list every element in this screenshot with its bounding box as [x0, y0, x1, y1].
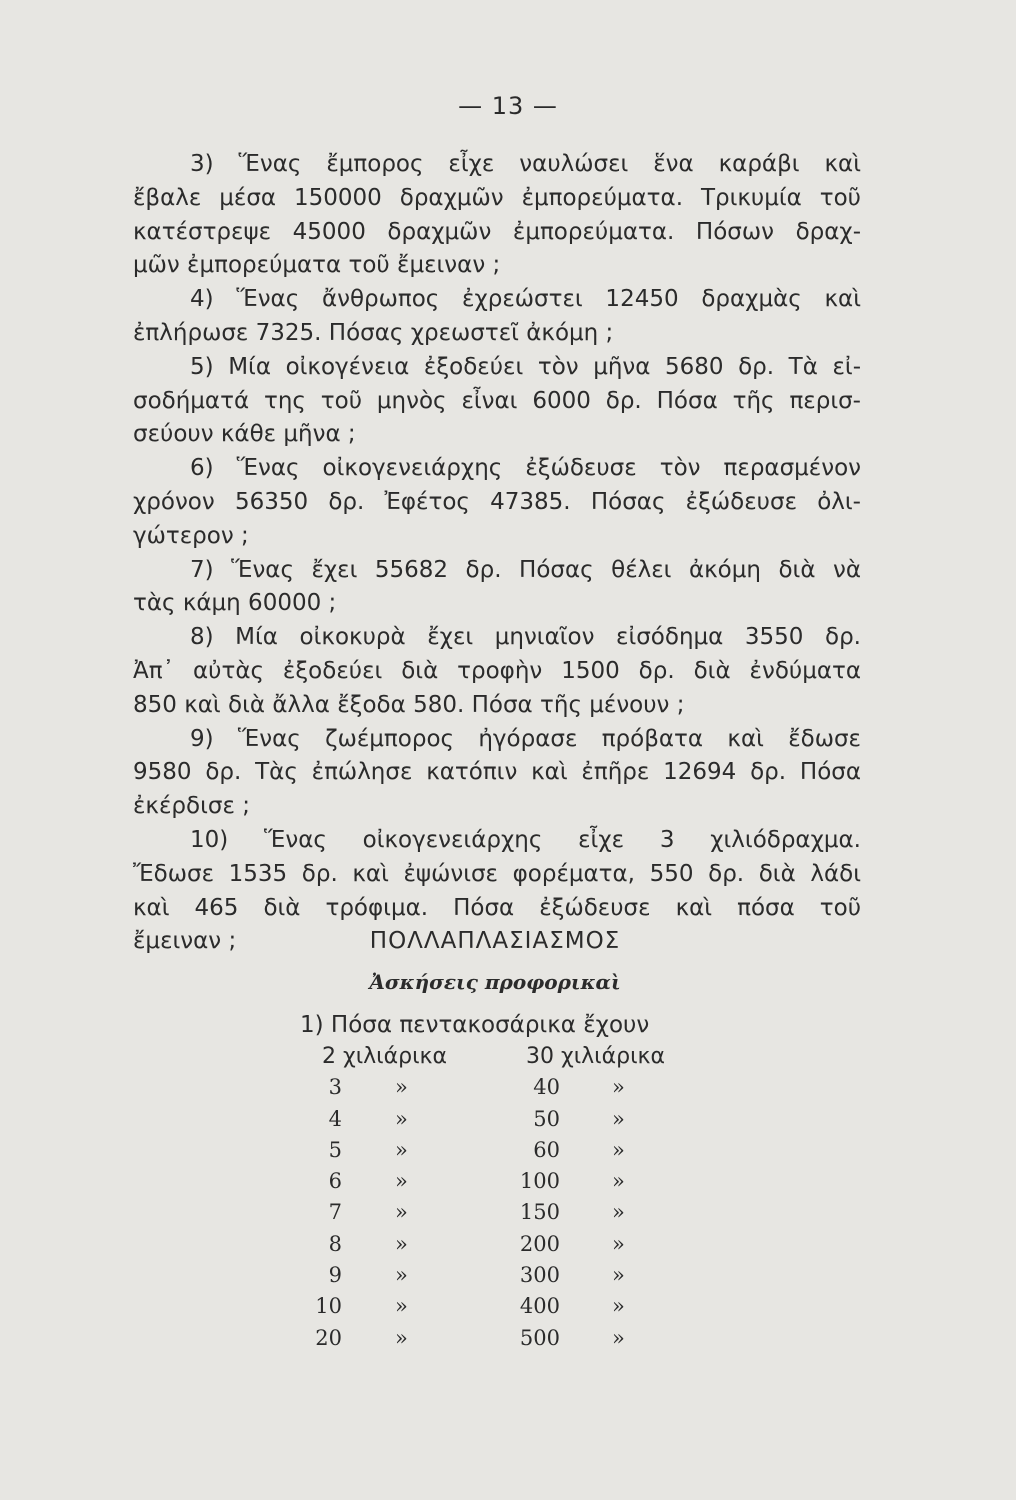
table-row	[300, 1326, 720, 1357]
row-value-right: 40	[533, 1075, 560, 1100]
text-line: καὶ 465 διὰ τρόφιμα. Πόσα ἐξώδευσε καὶ πόσα τοῦ	[133, 894, 861, 921]
row-value-left: 6	[328, 1169, 342, 1194]
text-line: Ἀπ᾽ αὐτὰς ἐξοδεύει διὰ τροφὴν 1500 δρ. διὰ ἐνδύματα	[133, 657, 861, 684]
text-line: 4) Ἕνας ἄνθρωπος ἐχρεώστει 12450 δραχμὰς καὶ	[190, 286, 861, 313]
row-value-left: 5	[328, 1137, 342, 1162]
text-line: ἐκέρδισε ;	[133, 793, 250, 820]
row-value-right: 150	[519, 1200, 560, 1225]
section-title: ΠΟΛΛΑΠΛΑΣΙΑΣΜΟΣ	[369, 928, 621, 954]
row-value-right: 100	[519, 1169, 560, 1194]
text-line: σεύουν κάθε μῆνα ;	[133, 421, 356, 448]
page-number: — 13 —	[458, 92, 558, 120]
text-line: 850 καὶ διὰ ἄλλα ἔξοδα 580. Πόσα τῆς μένουν ;	[133, 691, 685, 718]
header-left: 2 χιλιάρικα	[322, 1044, 447, 1069]
text-line: ἔμειναν ;	[133, 928, 237, 955]
ditto-mark: »	[612, 1294, 625, 1319]
text-line: 9) Ἕνας ζωέμπορος ἠγόρασε πρόβατα καὶ ἔδωσε	[190, 725, 861, 752]
exercise-text	[133, 148, 861, 959]
exercise-question: 1) Πόσα πεντακοσάρικα ἔχουν	[300, 1012, 650, 1038]
ditto-mark: »	[395, 1231, 408, 1256]
ditto-mark: »	[612, 1106, 625, 1131]
text-line: ἔβαλε μέσα 150000 δραχμῶν ἐμπορεύματα. Τρικυμία τοῦ	[133, 184, 861, 211]
row-value-left: 4	[328, 1106, 342, 1131]
header-right: 30 χιλιάρικα	[526, 1044, 665, 1069]
table-row	[300, 1075, 720, 1106]
row-value-left: 10	[315, 1294, 342, 1319]
text-line: 10) Ἕνας οἰκογενειάρχης εἶχε 3 χιλιόδραχμα.	[190, 826, 861, 853]
ditto-mark: »	[612, 1325, 625, 1350]
row-value-right: 300	[519, 1263, 560, 1288]
paragraph	[133, 148, 861, 283]
table-row	[300, 1232, 720, 1263]
ditto-mark: »	[395, 1294, 408, 1319]
table-header-row	[300, 1044, 720, 1075]
row-value-right: 200	[519, 1231, 560, 1256]
ditto-mark: »	[395, 1200, 408, 1225]
text-line: 8) Μία οἰκοκυρὰ ἔχει μηνιαῖον εἰσόδημα 3550 δρ.	[190, 624, 861, 651]
text-line: Ἔδωσε 1535 δρ. καὶ ἐψώνισε φορέματα, 550 δρ. διὰ λάδι	[133, 860, 861, 887]
row-value-left: 20	[315, 1325, 342, 1350]
text-line: κατέστρεψε 45000 δραχμῶν ἐμπορεύματα. Πόσων δραχ-	[133, 218, 861, 245]
paragraph	[133, 723, 861, 824]
text-line: γώτερον ;	[133, 522, 249, 549]
text-line: χρόνον 56350 δρ. Ἐφέτος 47385. Πόσας ἐξώδευσε ὀλι-	[133, 488, 861, 515]
paragraph	[133, 351, 861, 452]
row-value-left: 8	[328, 1231, 342, 1256]
ditto-mark: »	[612, 1169, 625, 1194]
ditto-mark: »	[395, 1106, 408, 1131]
text-line: 6) Ἕνας οἰκογενειάρχης ἐξώδευσε τὸν περασμένον	[190, 455, 861, 482]
exercise-table	[300, 1044, 720, 1357]
text-line: 5) Μία οἰκογένεια ἐξοδεύει τὸν μῆνα 5680 δρ. Τὰ εἰ-	[190, 353, 861, 380]
ditto-mark: »	[612, 1200, 625, 1225]
table-row	[300, 1200, 720, 1231]
row-value-right: 50	[533, 1106, 560, 1131]
text-line: τὰς κάμη 60000 ;	[133, 590, 337, 617]
paragraph	[133, 283, 861, 351]
table-row	[300, 1263, 720, 1294]
ditto-mark: »	[395, 1075, 408, 1100]
ditto-mark: »	[395, 1325, 408, 1350]
text-line: 9580 δρ. Τὰς ἐπώλησε κατόπιν καὶ ἐπῆρε 12694 δρ. Πόσα	[133, 759, 861, 786]
paragraph	[133, 621, 861, 722]
table-row	[300, 1107, 720, 1138]
text-line: 3) Ἕνας ἔμπορος εἶχε ναυλώσει ἕνα καράβι καὶ	[190, 151, 861, 177]
text-line: 7) Ἕνας ἔχει 55682 δρ. Πόσας θέλει ἀκόμη διὰ νὰ	[190, 556, 861, 583]
row-value-left: 7	[328, 1200, 342, 1225]
ditto-mark: »	[395, 1169, 408, 1194]
text-line: μῶν ἐμπορεύματα τοῦ ἔμειναν ;	[133, 252, 501, 279]
text-line: ἐπλήρωσε 7325. Πόσας χρεωστεῖ ἀκόμη ;	[133, 319, 614, 346]
row-value-left: 3	[328, 1075, 342, 1100]
ditto-mark: »	[612, 1231, 625, 1256]
table-row	[300, 1294, 720, 1325]
ditto-mark: »	[612, 1137, 625, 1162]
row-value-right: 500	[519, 1325, 560, 1350]
ditto-mark: »	[612, 1075, 625, 1100]
table-row	[300, 1169, 720, 1200]
paragraph	[133, 554, 861, 622]
row-value-right: 400	[519, 1294, 560, 1319]
text-line: σοδήματά της τοῦ μηνὸς εἶναι 6000 δρ. Πόσα τῆς περισ-	[133, 387, 861, 414]
section-subtitle: Ἀσκήσεις προφορικαὶ	[369, 970, 621, 994]
ditto-mark: »	[612, 1263, 625, 1288]
ditto-mark: »	[395, 1137, 408, 1162]
ditto-mark: »	[395, 1263, 408, 1288]
row-value-right: 60	[533, 1137, 560, 1162]
paragraph	[133, 452, 861, 553]
row-value-left: 9	[328, 1263, 342, 1288]
table-row	[300, 1138, 720, 1169]
